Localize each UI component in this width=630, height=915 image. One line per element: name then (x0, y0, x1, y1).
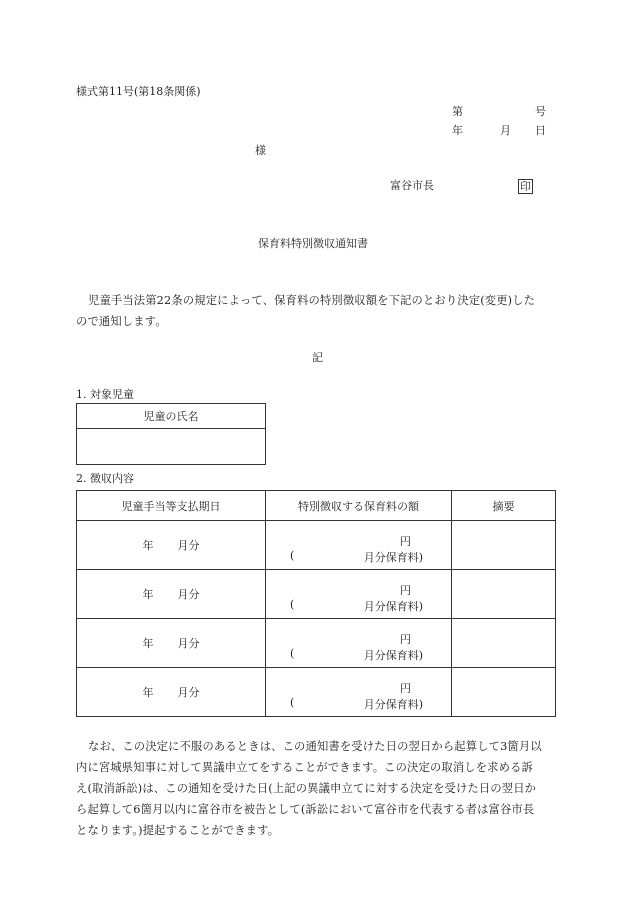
date-year: 年 (142, 686, 154, 699)
doc-number-dai: 第 (452, 105, 463, 118)
yen-unit: 円 (400, 535, 411, 548)
appeal-line-1: なお、この決定に不服のあるときは、この通知書を受けた日の翌日から起算して3箇月以 (88, 740, 542, 753)
month-fee: 月分保育料) (363, 649, 423, 662)
date-year: 年 (142, 637, 154, 650)
seal-mark (518, 179, 533, 194)
date-month: 月 (500, 124, 511, 137)
form-number: 様式第11号(第18条関係) (76, 85, 201, 98)
header-fee-amount: 特別徴収する保育料の額 (266, 491, 452, 521)
yen-unit: 円 (400, 584, 411, 597)
fee-amount-cell (266, 668, 452, 717)
intro-paragraph (76, 290, 566, 332)
paren-open: ( (290, 647, 295, 660)
header-remarks: 摘要 (452, 491, 556, 521)
date-year: 年 (142, 539, 154, 552)
section1-heading: 1. 対象児童 (76, 388, 134, 401)
date-month: 月分 (177, 588, 200, 601)
table-row (77, 619, 556, 668)
remarks-cell (452, 668, 556, 717)
date-month: 月分 (177, 539, 200, 552)
collection-table (76, 490, 556, 717)
date-year: 年 (142, 588, 154, 601)
addressee-suffix: 様 (255, 144, 266, 157)
child-name-cell (77, 429, 266, 465)
table-row (77, 521, 556, 570)
fee-amount-cell (266, 619, 452, 668)
appeal-line-3: え(取消訴訟)は、この通知を受けた日(上記の異議申立てに対する決定を受けた日の翌日か (76, 782, 537, 795)
yen-unit: 円 (400, 682, 411, 695)
intro-line-2: ので通知します。 (76, 315, 167, 328)
fee-amount-cell (266, 570, 452, 619)
appeal-paragraph (76, 736, 566, 841)
header-payment-date: 児童手当等支払期日 (77, 491, 266, 521)
ki-label: 記 (312, 351, 323, 364)
date-year: 年 (452, 124, 463, 137)
remarks-cell (452, 521, 556, 570)
month-fee: 月分保育料) (363, 600, 423, 613)
issuer: 富谷市長 (390, 179, 434, 192)
child-name-header: 児童の氏名 (77, 404, 266, 429)
date-day: 日 (535, 124, 546, 137)
intro-line-1: 児童手当法第22条の規定によって、保育料の特別徴収額を下記のとおり決定(変更)した (88, 294, 536, 307)
payment-date-cell (77, 619, 266, 668)
fee-amount-cell (266, 521, 452, 570)
remarks-cell (452, 619, 556, 668)
section2-heading: 2. 徴収内容 (76, 472, 134, 485)
child-name-table (76, 403, 266, 465)
doc-number-go: 号 (535, 105, 546, 118)
payment-date-cell (77, 570, 266, 619)
month-fee: 月分保育料) (363, 551, 423, 564)
table-row (77, 668, 556, 717)
payment-date-cell (77, 668, 266, 717)
table-row (77, 570, 556, 619)
remarks-cell (452, 570, 556, 619)
document-title: 保育料特別徴収通知書 (258, 237, 368, 250)
paren-open: ( (290, 549, 295, 562)
yen-unit: 円 (400, 633, 411, 646)
seal-text: 印 (520, 180, 531, 193)
appeal-line-5: となります。)提起することができます。 (76, 824, 280, 837)
date-month: 月分 (177, 686, 200, 699)
paren-open: ( (290, 598, 295, 611)
date-month: 月分 (177, 637, 200, 650)
appeal-line-2: 内に宮城県知事に対して異議申立てをすることができます。この決定の取消しを求める訴 (76, 761, 533, 774)
payment-date-cell (77, 521, 266, 570)
appeal-line-4: ら起算して6箇月以内に富谷市を被告として(訴訟において富谷市を代表する者は富谷市長 (76, 803, 535, 816)
month-fee: 月分保育料) (363, 698, 423, 711)
paren-open: ( (290, 696, 295, 709)
